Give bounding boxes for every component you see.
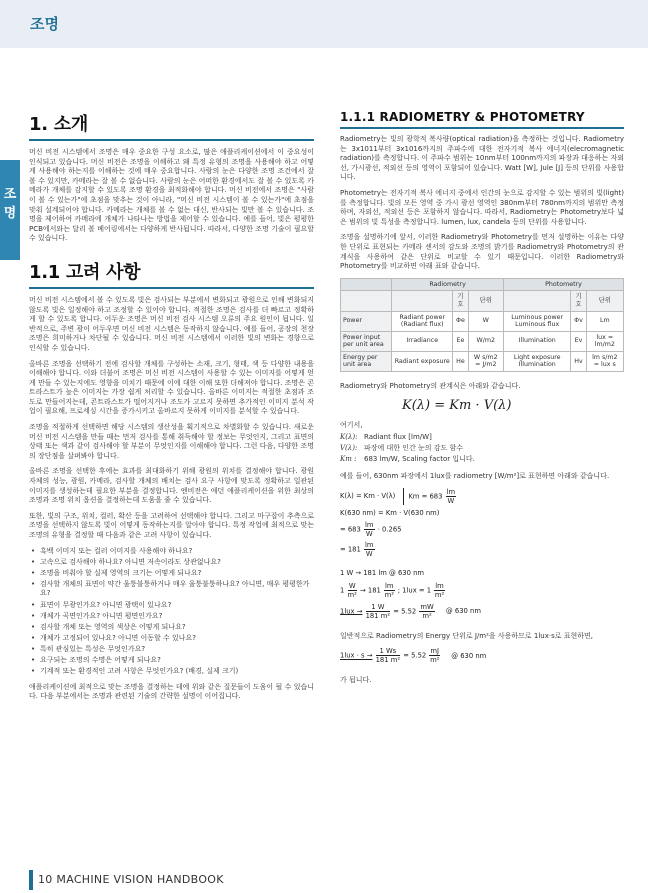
table-cell: Lm [586,311,623,331]
numerator: lm [365,520,374,529]
table-cell: Φv [571,311,586,331]
calc-text: ; 1lux = 1 [397,586,432,595]
table-header: 단위 [468,291,503,311]
calc-line [403,488,457,505]
fraction [366,603,390,620]
table-cell: Φe [453,311,468,331]
paragraph: Photometry는 전자기적 복사 에너지 중에서 인간의 눈으로 감지할 수 있는 범위의 빛(light)를 측정합니다. 빛의 모든 영역 중 가시 광선 영역인 380nm부터 780nm까지의 범위만 측정하며, 자외선, 적외선 등은 포함하지 않습니다. 따라서, Radiometry는 Photometry보다 넓은 범위의 빛 특성을 측정합니다. lumen, lux, candela 등의 단위를 사용합니다. [340,188,624,226]
row-label: Power input per unit area [341,331,392,351]
fraction [429,647,440,664]
table-cell: Ee [453,331,468,351]
list-item: • 표면이 무광인가요? 아니면 광택이 있나요? [29,601,314,611]
paragraph-intro: 머신 비전 시스템에서 조명은 매우 중요한 구성 요소로, 많은 애플리케이션에서 이 중요성이 인식되고 있습니다. 머신 비전은 조명을 이해하고 왜 특정 유형의 조명을 사용해야 하고 어떻게 사용해야 하는지를 이해하는 것에 매우 중요합니다. 사람의 눈은 다양한 조명 조건에서 잘 볼 수 있지만, 카메라는 잘 볼 수 없습니다. 사람의 눈은 어떠한 환경에서도 잘 볼 수 있도록 카메라가 개체를 감지할 수 있도록 조명 환경을 최적화해야 합니다. 머신 비전에서 조명은 "사람이 볼 수 있는가"에 초점을 맞추는 것이 아니라, "머신 비전 시스템이 볼 수 있는가"에 초점을 맞춰 설계되어야 합니다. 카메라는 개체를 볼 수 없는 대신, 반사되는 빛만 볼 수 있습니다. 조명을 제어하여 카메라에 개체가 나타나는 방법을 제어할 수 있습니다. 예를 들어, 빛은 평평한 PCB에서와는 달리 볼 베어링에서는 다양하게 반사됩니다. 따라서, 다양한 조명 기술이 필요할 수 있습니다. [29,148,314,243]
paragraph: 예를 들어, 630nm 파장에서 1lux를 radiometry [W/m²]로 표현하면 아래와 같습니다. [340,472,610,481]
calc-text: → 181 [360,586,381,595]
numerator: lm [446,487,456,496]
calc-line: 1 W → 181 lm @ 630 nm [340,568,425,577]
paragraph: 조명을 적절하게 선택하면 해당 시스템의 생산성을 획기적으로 차별화할 수 있습니다. 새로운 머신 비전 시스템을 만들 때는 먼저 검사를 통해 취득해야 할 정보는 무엇인지, 그리고 표면의 상태 또는 색과 같이 검사해야 할 부분이 무엇인지를 이해해야 합니다. 그런 다음, 다양한 조명의 장단점을 살펴봐야 합니다. [29,423,314,460]
table-row [341,311,624,331]
calc-line [340,647,624,664]
legend-value: 파장에 대한 인간 눈의 감도 함수 [364,444,464,453]
fraction [376,647,400,664]
table-cell: Luminous power Luminous flux [503,311,570,331]
page-title: 조명 [30,15,59,33]
numerator: mW [420,602,434,611]
calc-line [340,582,624,599]
calc-text: Km = 683 [408,492,443,501]
table-cell: W/m2 [468,331,503,351]
table-corner [341,291,392,311]
list-item: • 검사할 개체의 표면이 약간 울퉁불퉁하거나 매우 울퉁불퉁하나요? 아니면, 매우 평평한가요? [29,580,314,599]
paragraph: 가 됩니다. [340,676,372,685]
denominator: m² [430,656,440,665]
paragraph: 일반적으로 Radiometry의 Energy 단위로 J/m²을 사용하므로 1lux·s로 표현하면, [340,631,594,640]
table-header: 단위 [586,291,623,311]
calc-line [340,603,624,620]
list-item: • 기계적 또는 환경적인 고려 사항은 무엇인가요? (배경, 실제 크기) [29,667,314,677]
numerator: lm [385,581,394,590]
table-cell: Illumination [503,331,570,351]
table-cell: Ev [571,331,586,351]
table-cell: Irradiance [392,331,453,351]
footer [38,873,224,886]
legend-row [340,454,624,465]
table-header: 기호 [453,291,468,311]
calc-text: · 0.265 [377,525,402,534]
denominator: m² [422,611,432,620]
radiometry-photometry-table [340,278,624,372]
legend-value: Radiant flux [lm/W] [364,433,432,442]
table-cell [392,291,453,311]
where-label: 여기서, [340,420,363,429]
section-heading-considerations: 1.1 고려 사항 [29,258,314,289]
fraction [384,582,395,599]
numerator: lm [365,540,374,549]
footer-rule [29,870,33,890]
list-item: • 개체가 고정되어 있나요? 아니면 이동할 수 있나요? [29,634,314,644]
table-row [341,351,624,371]
calc-text: = 181 [340,545,361,554]
denominator: W [365,549,373,558]
header-band [0,0,648,48]
calc-line: K(λ) = Km · V(λ) [340,492,396,501]
calc-text: @ 630 nm [445,607,481,616]
list-item: • 요구되는 조명의 수명은 어떻게 되나요? [29,656,314,666]
calc-text: 1lux → [340,607,363,616]
row-label: Power [341,311,392,331]
legend-key: Km : [340,455,357,464]
table-header: Photometry [503,278,623,291]
table-row [341,331,624,351]
right-column [340,110,624,692]
table-header: 기호 [571,291,586,311]
denominator: m² [347,590,357,599]
legend-row [340,432,624,443]
calc-text: = 5.52 [403,651,427,660]
fraction [364,521,375,538]
side-tab [0,160,20,260]
denominator: m² [384,590,394,599]
list-item: • 특히 관심있는 특성은 무엇인가요? [29,645,314,655]
table-cell: W [468,311,503,331]
list-item: • 개체가 곡면인가요? 아니면 평면인가요? [29,612,314,622]
table-header: Radiometry [392,278,504,291]
table-corner [341,278,392,291]
table-cell: W s/m2 = J/m2 [468,351,503,371]
question-list [29,547,314,677]
fraction [364,541,375,558]
denominator: W [365,529,373,538]
table-cell: Radiant power (Radiant flux) [392,311,453,331]
side-tab-label: 조명 [3,187,17,221]
paragraph: 올바른 조명을 선택한 후에는 효과를 최대화하기 위해 광원의 위치를 결정해야 합니다. 광원 자체의 성능, 광원, 카메라, 검사할 개체의 배치는 검사 요구 사항에 맞도록 정확하고 일관된 이미지를 생성하는데 필요한 부분을 결정합니다. 엔비전은 애던 애플리케이션을 위한 최상의 조명과 조명 위치 옵션을 결정하는데 도움을 줄 수 있습니다. [29,467,314,505]
fraction [348,582,357,599]
paragraph: 올바른 조명을 선택하기 전에 검사할 개체를 구성하는 소재, 크기, 형태, 색 등 다양한 내용을 이해해야 합니다. 이와 더불어 조명은 머신 비전 시스템이 사용할 수 있는 이미지를 어떻게 얻게 만들 수 있는지에도 영향을 미치기 때문에 이에 대한 이해 또한 더해져야 합니다. 조명은 콘트라스트가 높은 이미지는 가장 쉽게 처리할 수 있습니다. 올바른 이미지는 적절한 초점과 조도로 만들어지는데, 콘트라스트가 떨어지거나 조도가 고르지 못하면 추가적인 이미지 분석 작업이 필요해, 프로세싱 시간을 증가시키고 올바르지 못하게 이미지를 분석할 수 있습니다. [29,359,314,416]
denominator: 181 m² [365,611,391,620]
calc-line [340,521,624,538]
row-label: Energy per unit area [341,351,392,371]
calc-text: 1 [340,586,345,595]
legend-value: 683 lm/W, Scaling factor 입니다. [364,455,475,464]
table-cell: Light exposure Illumination [503,351,570,371]
table-cell: He [453,351,468,371]
paragraph: 조명을 설명하기에 앞서, 이러한 Radiometry와 Photometry를 먼저 설명하는 이유는 다양한 단위로 표현되는 카메라 센서의 감도와 조명의 밝기를 Radiometry와 Photometry의 관계식을 사용하여 같은 단위로 비교할 수 있기 때문입니다. 이러한 Radiometry와 Photometry를 비교하면 아래 표와 같습니다. [340,233,624,271]
list-item: • 흑백 이미지 또는 컬러 이미지를 사용해야 하나요? [29,547,314,557]
fraction [446,488,457,505]
calc-text: @ 630 nm [451,651,487,660]
legend-key: K(λ): [340,433,358,442]
formula: K(λ) = Km · V(λ) [402,397,512,413]
left-column [29,110,314,708]
table-cell [503,291,570,311]
table-cell: Radiant exposure [392,351,453,371]
table-cell: lm s/m2 = lux s [586,351,623,371]
calc-text: 1lux · s → [340,651,373,660]
calc-text: = 683 [340,525,361,534]
list-item: • 검사할 개체 또는 영역의 색상은 어떻게 되나요? [29,623,314,633]
numerator: 1 W [366,603,390,612]
page-number: 10 [38,873,53,886]
denominator: m² [434,590,445,599]
numerator: 1 Ws [376,647,400,656]
book-title: MACHINE VISION HANDBOOK [56,873,224,886]
section-heading-intro: 1. 소개 [29,110,314,141]
numerator: mJ [430,647,440,656]
calc-text: = 5.52 [393,607,417,616]
calc-line: K(630 nm) = Km · V(630 nm) [340,508,440,517]
legend-row [340,443,624,454]
numerator: lm [435,581,444,590]
table-cell: lux = lm/m2 [586,331,623,351]
paragraph: Radiometry와 Photometry의 관계식은 아래와 같습니다. [340,382,521,391]
paragraph: Radiometry는 빛의 광학적 복사량(optical radiation)을 측정하는 것입니다. Radiometry는 3x1011부터 3x1016까지의 주파수에 대한 전자기적 복사 에너지(elecromagnetic radiation)를 측정합니다. 이 주파수 범위는 10nm부터 100nm까지의 파장과 대응하는 자외선, 가시광선, 적외선 등의 영역이 포함되어 있습니다. Watt [W], Jule [J] 등의 단위를 사용합니다. [340,135,624,182]
fraction [419,603,434,620]
subsection-heading: 1.1.1 RADIOMETRY & PHOTOMETRY [340,110,624,129]
list-item: • 조명을 비춰야 할 실제 영역의 크기는 어떻게 되나요? [29,569,314,579]
calc-line [340,541,624,558]
fraction [434,582,445,599]
paragraph: 애플리케이션에 최적으로 맞는 조명을 결정하는 데에 위와 같은 질문들이 도움이 될 수 있습니다. 다음 부분에서는 조명과 관련된 기술의 간략한 설명이 이어집니다. [29,682,314,701]
denominator: 181 m² [375,656,401,665]
legend-key: V(λ): [340,444,358,453]
paragraph: 머신 비전 시스템에서 볼 수 있도록 빛은 검사되는 부분에서 변화되고 광원으로 인해 변화되지 않도록 빛은 일정해야 하고 조정할 수 있어야 합니다. 적절한 조명은 검사를 더 빠르고 정확하게 할 수 있도록 합니다. 어두운 조명은 머신 비전 검사 시스템 오류의 주요 원인이 됩니다. 일반적으로, 주변 광이 어두우면 머신 비전 시스템은 동작하지 않습니다. 예를 들어, 공장의 천장 조명은 희미하거나 차단될 수 있습니다. 머신 비전 시스템에서 이러한 빛의 변화는 경향으로 인식할 수 있습니다. [29,295,314,352]
denominator: W [447,496,455,505]
calculation-block [340,488,624,686]
paragraph: 또한, 빛의 구조, 위치, 컬러, 확산 등을 고려하여 선택해야 합니다. 그리고 마구잡이 추측으로 조명을 선택하지 않도록 빛이 어떻게 동작하는지를 알아야 합니다. 특정 작업에 최적으로 맞는 조명의 유형을 결정할 때 다음과 같은 고려 사항이 있습니다. [29,511,314,539]
list-item: • 고속으로 검사해야 하나요? 아니면 저속이라도 상관없나요? [29,558,314,568]
table-cell: Hv [571,351,586,371]
numerator: W [348,581,356,590]
